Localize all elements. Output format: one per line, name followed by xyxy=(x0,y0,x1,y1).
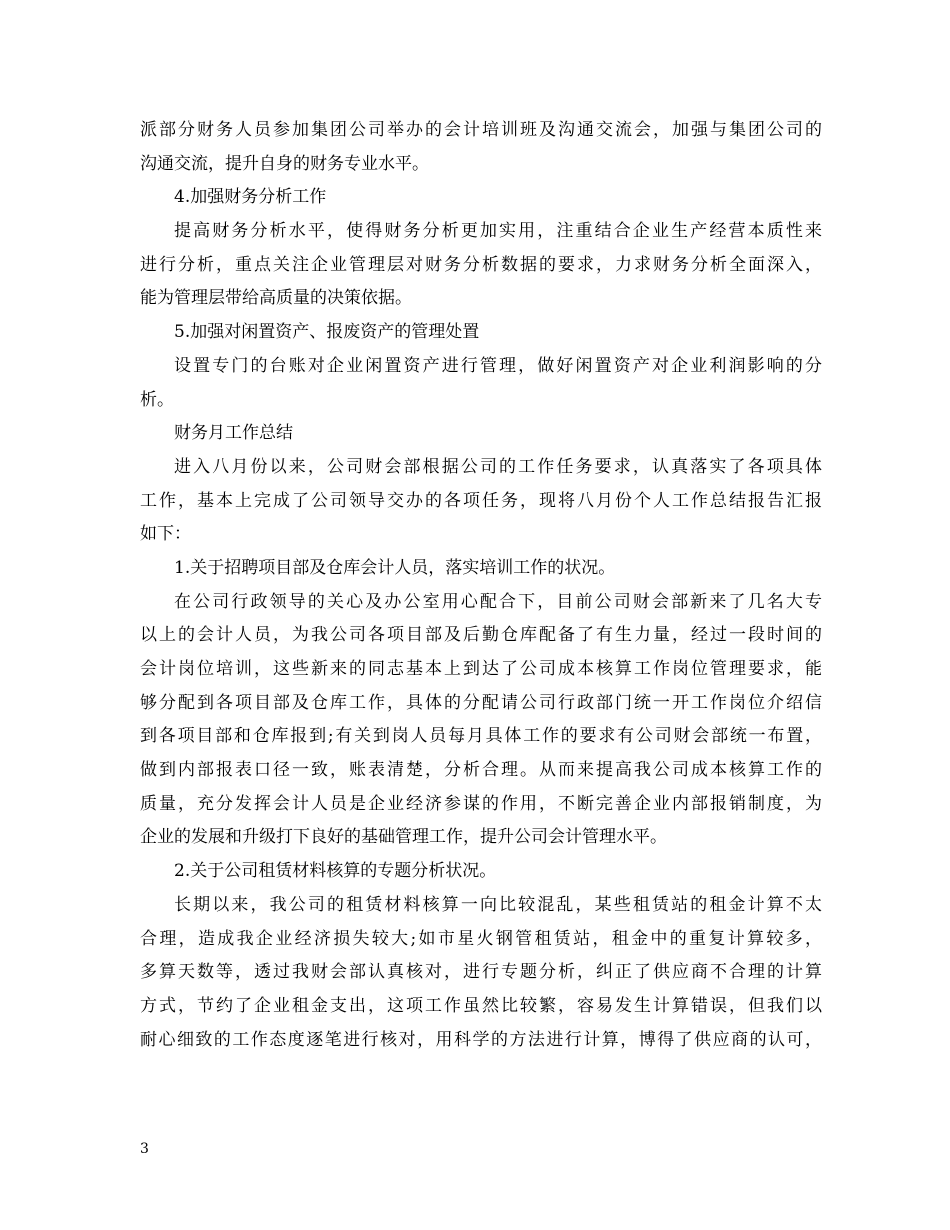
text-line: 以上的会计人员，为我公司各项目部及后勤仓库配备了有生力量，经过一段时间的 xyxy=(140,625,822,646)
text-line: 长期以来，我公司的租赁材料核算一向比较混乱，某些租赁站的租金计算不太 xyxy=(174,894,822,915)
text-line: 如下： xyxy=(140,524,191,545)
text-line: 多算天数等，透过我财会部认真核对，进行专题分析，纠正了供应商不合理的计算 xyxy=(140,962,822,983)
section-heading: 1.关于招聘项目部及仓库会计人员，落实培训工作的状况。 xyxy=(174,557,616,578)
section-title: 财务月工作总结 xyxy=(174,423,293,444)
text-line: 派部分财务人员参加集团公司举办的会计培训班及沟通交流会，加强与集团公司的 xyxy=(140,120,822,140)
text-line: 设置专门的台账对企业闲置资产进行管理，做好闲置资产对企业利润影响的分 xyxy=(174,355,822,376)
document-body xyxy=(140,114,822,1057)
text-line: 方式，节约了企业租金支出，这项工作虽然比较繁，容易发生计算错误，但我们以 xyxy=(140,995,822,1016)
text-line: 进行分析，重点关注企业管理层对财务分析数据的要求，力求财务分析全面深入， xyxy=(140,254,822,275)
section-heading: 5.加强对闲置资产、报废资产的管理处置 xyxy=(174,322,480,343)
text-line: 能为管理层带给高质量的决策依据。 xyxy=(140,288,412,309)
text-line: 耐心细致的工作态度逐笔进行核对，用科学的方法进行计算，博得了供应商的认可， xyxy=(140,1029,822,1050)
section-heading: 2.关于公司租赁材料核算的专题分析状况。 xyxy=(174,861,497,882)
text-line: 够分配到各项目部及仓库工作，具体的分配请公司行政部门统一开工作岗位介绍信 xyxy=(140,692,822,713)
text-line: 进入八月份以来，公司财会部根据公司的工作任务要求，认真落实了各项具体 xyxy=(174,456,822,477)
text-line: 企业的发展和升级打下良好的基础管理工作，提升公司会计管理水平。 xyxy=(140,827,667,848)
text-line: 在公司行政领导的关心及办公室用心配合下，目前公司财会部新来了几名大专 xyxy=(174,591,822,612)
page-number: 3 xyxy=(140,1141,149,1157)
section-heading: 4.加强财务分析工作 xyxy=(174,187,327,208)
text-line: 工作，基本上完成了公司领导交办的各项任务，现将八月份个人工作总结报告汇报 xyxy=(140,490,822,511)
text-line: 做到内部报表口径一致，账表清楚，分析合理。从而来提高我公司成本核算工作的 xyxy=(140,760,822,781)
text-line: 合理，造成我企业经济损失较大;如市星火钢管租赁站，租金中的重复计算较多， xyxy=(140,928,822,949)
text-line: 沟通交流，提升自身的财务专业水平。 xyxy=(140,153,429,174)
text-line: 质量，充分发挥会计人员是企业经济参谋的作用，不断完善企业内部报销制度，为 xyxy=(140,793,822,814)
text-line: 到各项目部和仓库报到;有关到岗人员每月具体工作的要求有公司财会部统一布置， xyxy=(140,726,822,747)
text-line: 析。 xyxy=(140,389,174,410)
text-line: 会计岗位培训，这些新来的同志基本上到达了公司成本核算工作岗位管理要求，能 xyxy=(140,659,822,679)
text-line: 提高财务分析水平，使得财务分析更加实用，注重结合企业生产经营本质性来 xyxy=(174,221,822,242)
